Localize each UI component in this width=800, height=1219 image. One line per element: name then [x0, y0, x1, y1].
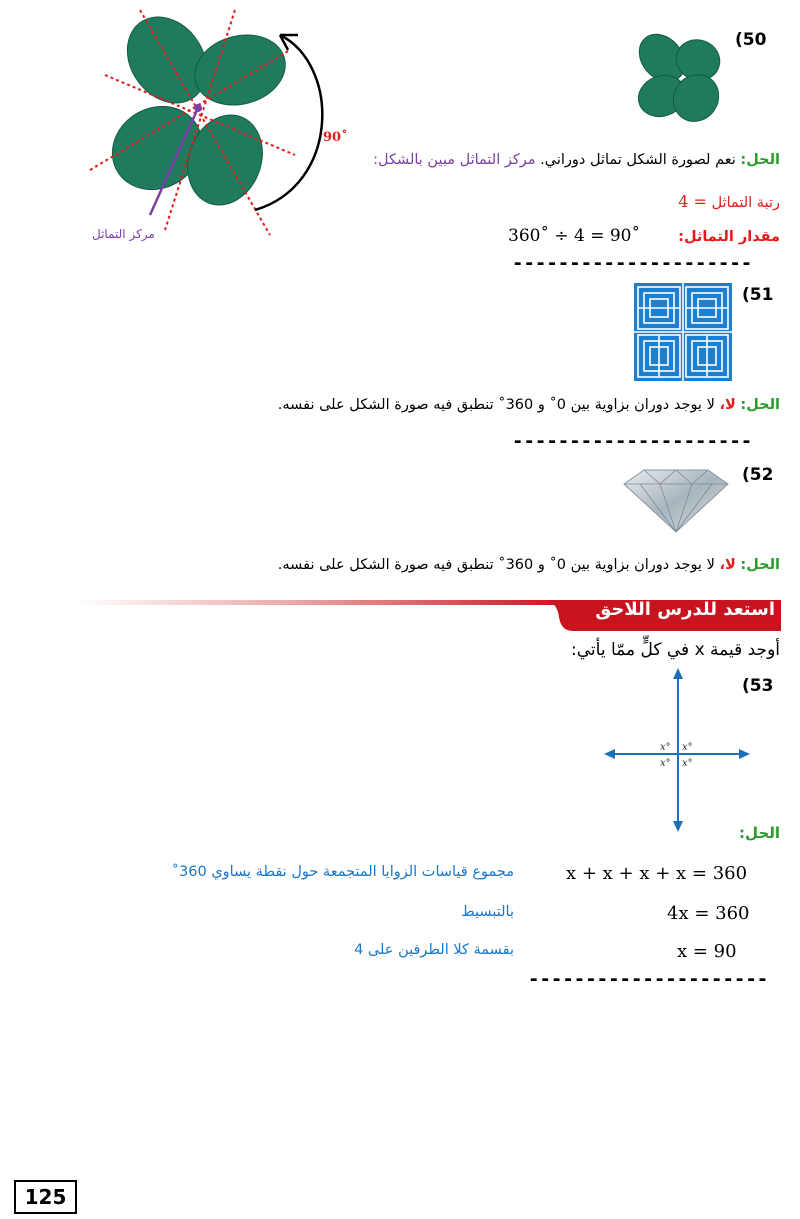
solution-label: الحل: [740, 152, 780, 168]
equation-step-2: 4x = 360 [667, 903, 750, 924]
solution-text-purple: مركز التماثل مبين بالشكل: [373, 152, 536, 168]
angle-x-label: x° [660, 758, 671, 769]
problem-50-number: (50 [735, 30, 767, 50]
page-number: 125 [14, 1180, 77, 1214]
separator: --------------------- [512, 252, 753, 274]
solution-label: الحل: [740, 397, 780, 413]
answer-word: لا، [719, 557, 736, 573]
p50-magnitude-line [508, 226, 780, 252]
reason-step-3: بقسمة كلا الطرفين على 4 [354, 942, 514, 958]
problem-53-number: (53 [742, 676, 774, 696]
equation-step-1: x + x + x + x = 360 [566, 863, 748, 884]
solution-text: نعم لصورة الشكل تماثل دوراني. [540, 152, 736, 168]
p53-solution-label: الحل: [739, 824, 780, 842]
p52-solution-line [278, 557, 780, 573]
solution-text: لا يوجد دوران بزاوية بين 0˚ و 360˚ تنطبق فيه صورة الشكل على نفسه. [277, 397, 715, 413]
center-of-symmetry-label: مركز التماثل [92, 227, 155, 241]
section-banner-title: استعد للدرس اللاحق [595, 599, 775, 620]
magnitude-expression: 360˚ ÷ 4 = 90˚ [508, 226, 640, 246]
equation-step-3: x = 90 [677, 941, 737, 962]
maze-pattern-image [634, 283, 732, 381]
solution-text: لا يوجد دوران بزاوية بين 0˚ و 360˚ تنطبق فيه صورة الشكل على نفسه. [277, 557, 715, 573]
clover-large-diagram [85, 5, 360, 250]
angle-90-label: 90˚ [323, 130, 348, 145]
angle-x-label: x° [682, 742, 693, 753]
reason-step-1: مجموع قياسات الزوايا المتجمعة حول نقطة يساوي 360˚ [171, 864, 514, 880]
separator: --------------------- [528, 968, 769, 990]
angle-x-label: x° [682, 758, 693, 769]
p50-solution-line [373, 152, 780, 168]
reason-step-2: بالتبسيط [461, 904, 514, 920]
section-instruction: أوجد قيمة x في كلٍّ ممّا يأتي: [571, 640, 780, 660]
separator: --------------------- [512, 430, 753, 452]
problem-51-number: (51 [742, 285, 774, 305]
p51-solution-line [278, 397, 780, 413]
clover-small-image [632, 28, 726, 124]
perpendicular-lines-diagram [604, 666, 750, 834]
magnitude-label: مقدار التماثل: [678, 229, 780, 245]
diamond-image [620, 466, 732, 536]
solution-label: الحل: [740, 557, 780, 573]
order-value: 4 [678, 192, 689, 211]
problem-52-number: (52 [742, 465, 774, 485]
answer-word: لا، [719, 397, 736, 413]
order-label: رتبة التماثل [711, 195, 780, 211]
angle-x-label: x° [660, 742, 671, 753]
p50-order-line: رتبة التماثل = 4 [678, 192, 780, 211]
